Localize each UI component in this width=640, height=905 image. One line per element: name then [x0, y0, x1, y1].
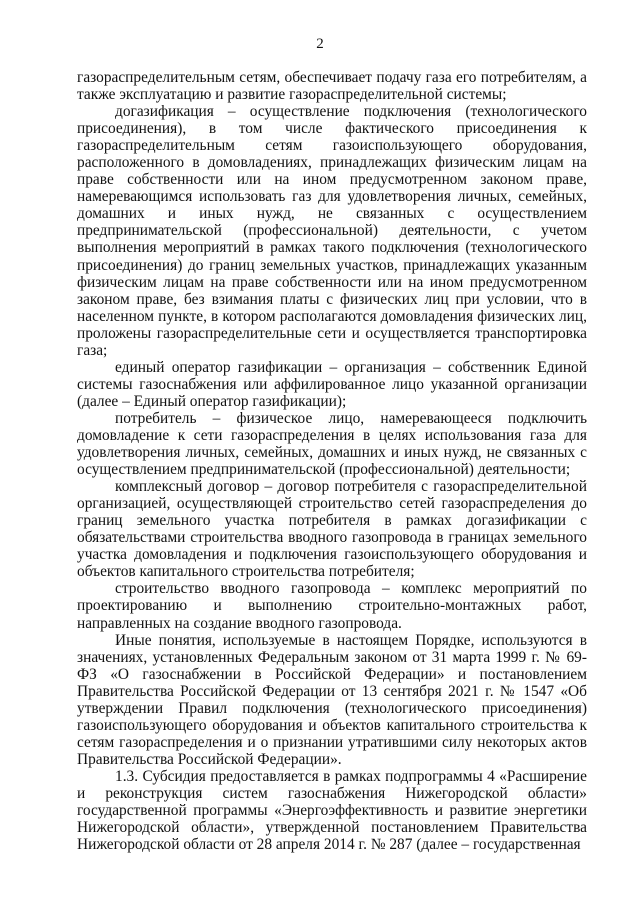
paragraph-inye-ponyatiya: Иные понятия, используемые в настоящем Порядке, используются в значениях, установленных Федеральным законом от 31 марта 1999 г. № 69-ФЗ «О газоснабжении в Российской Федерации» и постановлением Правительства Российской Федерации от 13 сентября 2021 г. № 1547 «Об утверждении Правил подключения (технологического присоединения) газоиспользующего оборудования и объектов капитального строительства к сетям газораспределения и о признании утратившими силу некоторых актов Правительства Российской Федерации».: [77, 631, 587, 768]
page-number: 2: [316, 36, 324, 52]
paragraph-continuation: газораспределительным сетям, обеспечивает подачу газа его потребителям, а также эксплуатацию и развитие газораспределительной системы;: [77, 69, 587, 104]
paragraph-1-3: 1.3. Субсидия предоставляется в рамках подпрограммы 4 «Расширение и реконструкция систем газоснабжения Нижегородской области» государственной программы «Энергоэффективность и развитие энергетики Нижегородской области», утвержденной постановлением Правительства Нижегородской области от 28 апреля 2014 г. № 287 (далее – государственная: [77, 767, 587, 854]
paragraph-dogazifikatsiya: догазификация – осуществление подключения (технологического присоединения), в том числе фактического присоединения к газораспределительным сетям газоиспользующего оборудования, расположенного в домовладениях, принадлежащих физическим лицам на праве собственности или на ином предусмотренном законом праве, намеревающимся использовать газ для удовлетворения личных, семейных, домашних и иных нужд, не связанных с осуществлением предпринимательской (профессиональной) деятельности, с учетом выполнения мероприятий в рамках такого подключения (технологического присоединения) до границ земельных участков, принадлежащих указанным физическим лицам на праве собственности или на ином предусмотренном законом праве, без взимания платы с физических лиц при условии, что в населенном пункте, в котором располагаются домовладения физических лиц, проложены газораспределительные сети и осуществляется транспортировка газа;: [77, 103, 587, 359]
paragraph-edinyi-operator: единый оператор газификации – организация – собственник Единой системы газоснабжения или аффилированное лицо указанной организации (далее – Единый оператор газификации);: [77, 358, 587, 410]
paragraph-kompleksnyi-dogovor: комплексный договор – договор потребителя с газораспределительной организацией, осуществляющей строительство сетей газораспределения до границ земельного участка потребителя в рамках догазификации с обязательствами строительства вводного газопровода в границах земельного участка домовладения и подключения газоиспользующего оборудования и объектов капитального строительства потребителя;: [77, 478, 587, 581]
document-body: [77, 69, 587, 853]
paragraph-potrebitel: потребитель – физическое лицо, намеревающееся подключить домовладение к сети газораспределения в целях использования газа для удовлетворения личных, семейных, домашних и иных нужд, не связанных с осуществлением предпринимательской (профессиональной) деятельности;: [77, 409, 587, 479]
paragraph-vvodnoi-gazoprovod: строительство вводного газопровода – комплекс мероприятий по проектированию и выполнению строительно-монтажных работ, направленных на создание вводного газопровода.: [77, 580, 587, 632]
